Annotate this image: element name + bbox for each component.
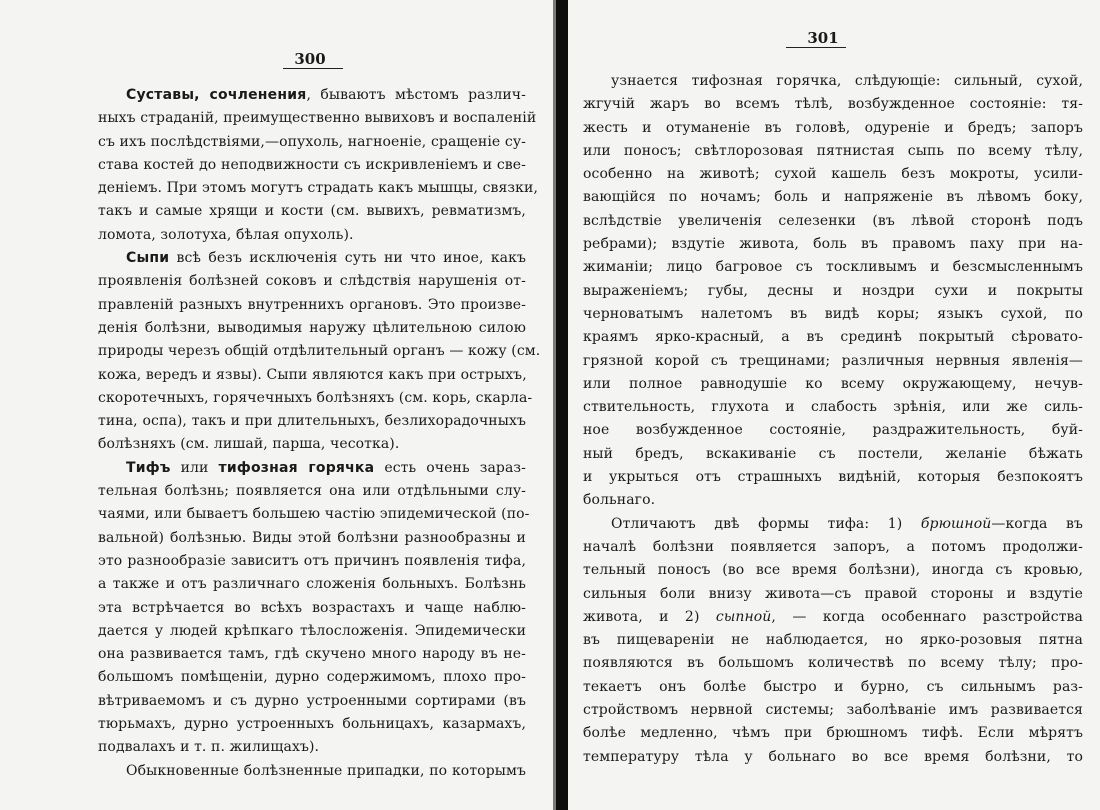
bold-term: тифозная горячка bbox=[218, 459, 375, 476]
text-line bbox=[583, 699, 1083, 722]
text-run: выраженіемъ; губы, десны и ноздри сухи и покрыты bbox=[583, 282, 1083, 299]
text-run: эта встрѣчается во всѣхъ возрастахъ и чаще наблю- bbox=[98, 599, 526, 616]
text-run: жиманіи; лицо багровое съ тоскливымъ и безсмысленнымъ bbox=[583, 259, 1083, 276]
text-run: ный бредъ, вскакиваніе съ постели, желаніе бѣжать bbox=[583, 445, 1083, 462]
text-run: —когда въ bbox=[991, 515, 1083, 532]
text-run: черноватымъ налетомъ въ видѣ коры; языкъ сухой, по bbox=[583, 305, 1083, 322]
text-run: температуру тѣла у больнаго во все время болѣзни, то bbox=[583, 748, 1083, 765]
bold-term: Тифъ bbox=[126, 459, 171, 476]
text-run: природы черезъ общій отдѣлительный органъ — кожу (см. bbox=[98, 343, 541, 360]
text-line bbox=[583, 210, 1083, 233]
text-line bbox=[98, 224, 526, 247]
text-line bbox=[98, 480, 526, 503]
text-run: вающійся по ночамъ; боль и напряженіе въ лѣвомъ боку, bbox=[583, 189, 1083, 206]
text-run: она развивается тамъ, гдѣ скучено много народу въ не- bbox=[98, 646, 526, 663]
text-line bbox=[583, 652, 1083, 675]
text-run: ныхъ страданій, преимущественно вывиховъ и воспаленій bbox=[98, 110, 537, 127]
text-line bbox=[583, 350, 1083, 373]
text-run: есть очень зараз- bbox=[374, 459, 526, 476]
text-line bbox=[98, 713, 526, 736]
text-line bbox=[583, 606, 1083, 629]
text-line bbox=[98, 131, 526, 154]
text-run: проявленія болѣзней соковъ и слѣдствія нарушенія от- bbox=[98, 273, 526, 290]
text-run: сильныя боли внизу живота—съ правой стороны и вздутіе bbox=[583, 585, 1083, 602]
bold-term: Суставы, сочленения bbox=[126, 87, 307, 103]
bold-term: Сыпи bbox=[126, 250, 170, 267]
text-line bbox=[98, 294, 526, 317]
text-line bbox=[98, 317, 526, 340]
text-run: такъ и самые хрящи и кости (см. вывихъ, ревматизмъ, bbox=[98, 203, 526, 220]
text-run: тельный поносъ (во все время болѣзни), иногда съ кровью, bbox=[583, 562, 1083, 579]
text-run: вслѣдствіе увеличенія селезенки (въ лѣвой сторонѣ подъ bbox=[583, 212, 1083, 229]
text-run: дается у людей крѣпкаго тѣлосложенія. Эпидемически bbox=[98, 622, 526, 639]
text-line bbox=[98, 340, 541, 363]
text-run: деніемъ. При этомъ могутъ страдать какъ мышцы, связки, bbox=[98, 180, 539, 197]
text-line bbox=[583, 559, 1083, 582]
text-run: появляются въ большомъ количествѣ по всему тѣлу; про- bbox=[583, 655, 1083, 672]
text-run: или bbox=[170, 459, 219, 476]
text-line bbox=[583, 443, 1083, 466]
text-line bbox=[98, 620, 526, 643]
italic-term: сыпной bbox=[715, 608, 772, 625]
text-run: больнаго. bbox=[583, 492, 656, 509]
text-run: или полное равнодушіе ко всему окружающему, нечув- bbox=[583, 375, 1083, 392]
gutter-shadow-left bbox=[553, 0, 556, 810]
text-line bbox=[98, 247, 526, 270]
text-line bbox=[98, 457, 526, 480]
text-run: это разнообразіе зависитъ отъ причинъ появленія тифа, bbox=[98, 552, 526, 569]
text-run: болѣе медленно, чѣмъ при брюшномъ тифѣ. Если мѣрятъ bbox=[583, 725, 1083, 742]
text-run: Отличаютъ двѣ формы тифа: 1) bbox=[611, 515, 921, 532]
text-line bbox=[583, 186, 1083, 209]
book-gutter bbox=[556, 0, 568, 810]
text-line bbox=[98, 503, 530, 526]
text-line bbox=[583, 489, 1083, 512]
text-run: живота, и 2) bbox=[583, 608, 716, 625]
text-run: жгучій жаръ во всемъ тѣлѣ, возбужденное состояніе: тя- bbox=[583, 96, 1083, 113]
text-run: подвалахъ и т. п. жилищахъ). bbox=[98, 739, 320, 756]
text-line bbox=[583, 746, 1083, 769]
text-run: , бываютъ мѣстомъ различ- bbox=[306, 87, 526, 103]
text-line bbox=[98, 760, 526, 783]
text-run: ствительность, глухота и слабость зрѣнія, или же силь- bbox=[583, 399, 1083, 416]
text-line bbox=[98, 643, 526, 666]
text-line bbox=[98, 200, 526, 223]
text-run: денія болѣзни, выводимыя наружу цѣлительною силою bbox=[98, 319, 526, 336]
text-line bbox=[583, 140, 1083, 163]
text-line bbox=[98, 154, 526, 177]
text-line bbox=[98, 597, 526, 620]
text-line bbox=[583, 303, 1083, 326]
text-run: Обыкновенные болѣзненные припадки, по которымъ bbox=[126, 762, 526, 779]
text-run: узнается тифозная горячка, слѣдующіе: сильный, сухой, bbox=[611, 73, 1083, 89]
text-run: болѣзняхъ (см. лишай, парша, чесотка). bbox=[98, 436, 400, 453]
text-run: тюрьмахъ, дурно устроенныхъ больницахъ, казармахъ, bbox=[98, 716, 526, 733]
page-number-right: 301 bbox=[807, 29, 839, 47]
text-run: текаетъ онъ болѣе быстро и бурно, съ сильнымъ раз- bbox=[583, 678, 1083, 695]
text-line bbox=[583, 373, 1083, 396]
text-run: или поносъ; свѣтлорозовая пятнистая сыпь по всему тѣлу, bbox=[583, 142, 1083, 159]
text-line bbox=[583, 280, 1083, 303]
text-line bbox=[583, 676, 1083, 699]
text-line bbox=[583, 117, 1083, 140]
text-run: скоротечныхъ, горячечныхъ болѣзняхъ (см. корь, скарла- bbox=[98, 389, 533, 406]
text-run: тина, оспа), такъ и при длительныхъ, безлихорадочныхъ bbox=[98, 413, 526, 430]
text-line bbox=[583, 396, 1083, 419]
text-line bbox=[98, 690, 526, 713]
text-line bbox=[98, 736, 526, 759]
text-line bbox=[583, 93, 1083, 116]
text-line bbox=[98, 84, 526, 107]
text-run: большомъ помѣщеніи, дурно содержимомъ, плохо про- bbox=[98, 669, 526, 686]
text-line bbox=[583, 466, 1083, 489]
text-run: става костей до неподвижности съ искривленіемъ и све- bbox=[98, 156, 526, 173]
text-line bbox=[583, 722, 1083, 745]
text-run: вѣтриваемомъ и съ дурно устроенными сортирами (въ bbox=[98, 692, 526, 709]
text-run: особенно на животѣ; сухой кашель безъ мокроты, усили- bbox=[583, 166, 1083, 183]
text-run: и укрыться отъ страшныхъ видѣній, которыя безпокоятъ bbox=[583, 469, 1083, 486]
text-line bbox=[98, 270, 526, 293]
italic-term: брюшной bbox=[920, 515, 992, 532]
text-run: ребрами); вздутіе живота, боль въ правомъ паху при на- bbox=[583, 236, 1083, 253]
page-number-rule-right bbox=[786, 47, 846, 48]
text-line bbox=[98, 573, 526, 596]
text-run: ное возбужденное состояніе, раздражительность, буй- bbox=[583, 422, 1083, 439]
right-page bbox=[568, 0, 1100, 810]
text-run: вальной) болѣзнью. Виды этой болѣзни разнообразны и bbox=[98, 529, 526, 546]
left-page-text bbox=[98, 84, 541, 783]
text-line bbox=[583, 583, 1083, 606]
text-run: краямъ ярко-красный, а въ срединѣ покрытый сѣровато- bbox=[583, 329, 1083, 346]
text-line bbox=[98, 433, 526, 456]
text-run: тельная болѣзнь; появляется она или отдѣльными слу- bbox=[98, 483, 526, 500]
text-run: а также и отъ различнаго сложенія больныхъ. Болѣзнь bbox=[98, 576, 526, 593]
text-line bbox=[98, 410, 526, 433]
text-run: ломота, золотуха, бѣлая опухоль). bbox=[98, 226, 354, 243]
text-line bbox=[98, 107, 537, 130]
text-run: чаями, или бываетъ большею частію эпидемической (по- bbox=[98, 506, 530, 523]
page-number-left: 300 bbox=[294, 50, 326, 68]
text-run: жесть и отуманеніе въ головѣ, одуреніе и бредъ; запоръ bbox=[583, 119, 1083, 136]
text-line bbox=[583, 326, 1083, 349]
text-run: началѣ болѣзни появляется запоръ, а потомъ продолжи- bbox=[583, 538, 1083, 555]
text-line bbox=[98, 527, 526, 550]
right-page-text bbox=[583, 70, 1083, 769]
text-line bbox=[583, 163, 1083, 186]
text-line bbox=[583, 70, 1083, 93]
text-line bbox=[583, 256, 1083, 279]
page-number-rule-left bbox=[283, 68, 343, 69]
text-line bbox=[98, 177, 539, 200]
text-line bbox=[583, 419, 1083, 442]
text-line bbox=[583, 233, 1083, 256]
text-line bbox=[98, 666, 526, 689]
text-run: , — когда особеннаго разстройства bbox=[771, 608, 1083, 625]
text-run: кожа, вередъ и язвы). Сыпи являются какъ при острыхъ, bbox=[98, 366, 527, 383]
text-line bbox=[583, 536, 1083, 559]
text-run: правленій разныхъ внутреннихъ органовъ. Это произве- bbox=[98, 296, 526, 313]
text-run: стройствомъ нервной системы; заболѣваніе имъ развивается bbox=[583, 702, 1083, 719]
text-line bbox=[583, 629, 1083, 652]
text-line bbox=[98, 550, 526, 573]
text-run: съ ихъ послѣдствіями,—опухоль, нагноеніе, сращеніе су- bbox=[98, 133, 526, 150]
text-line bbox=[98, 364, 526, 387]
text-run: грязной корой съ трещинами; различныя нервныя явленія— bbox=[583, 352, 1083, 369]
text-line bbox=[583, 513, 1083, 536]
text-run: въ пищевареніи не наблюдается, но ярко-розовыя пятна bbox=[583, 632, 1083, 649]
text-line bbox=[98, 387, 533, 410]
text-run: всѣ безъ исключенія суть ни что иное, какъ bbox=[169, 250, 526, 267]
